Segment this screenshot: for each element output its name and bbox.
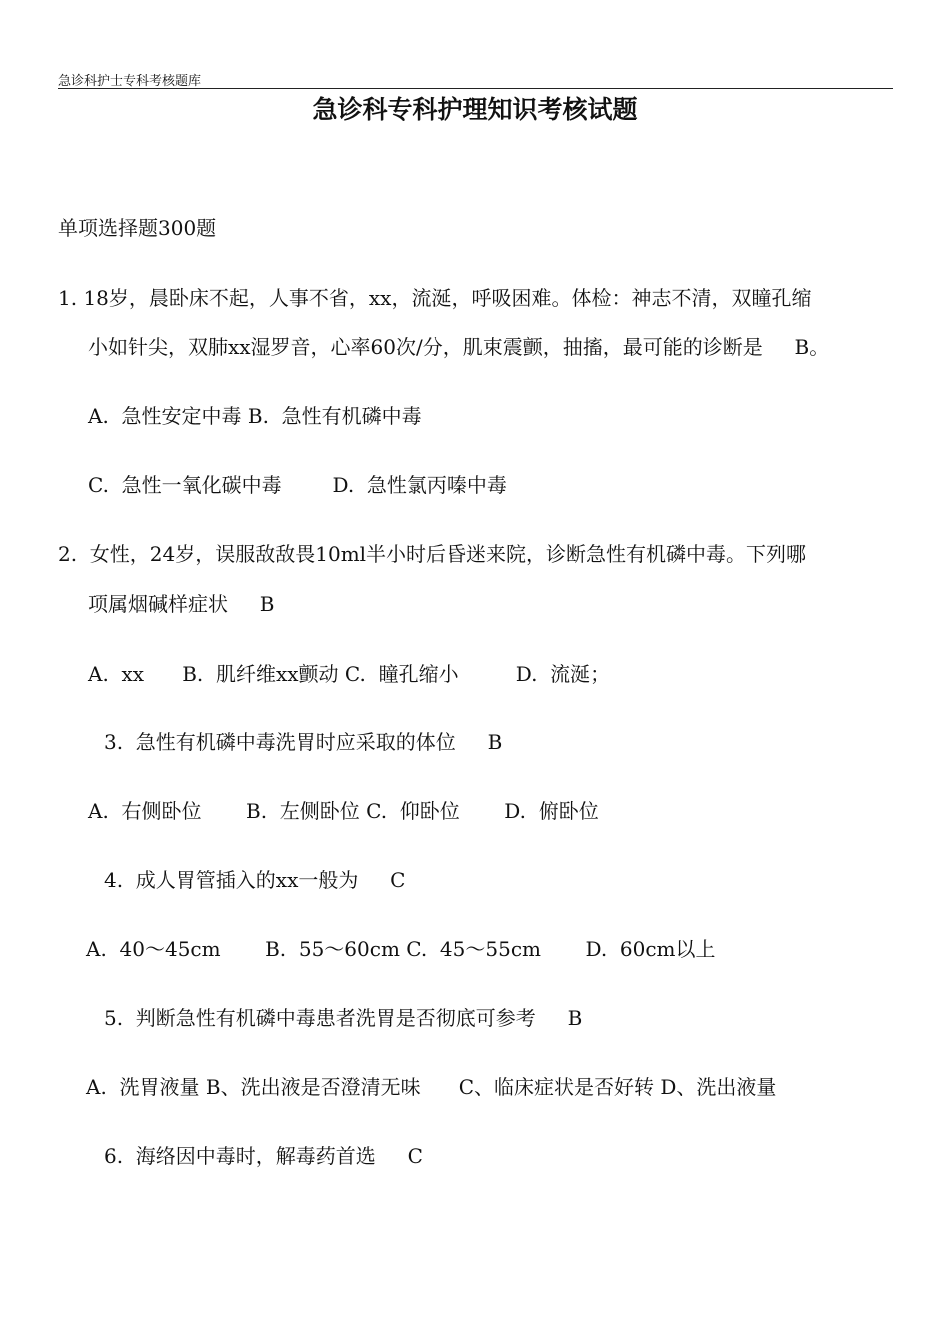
question-3-options: A. 右侧卧位 B. 左侧卧位 C. 仰卧位 D. 俯卧位 (88, 799, 599, 823)
question-1-options-ab: A. 急性安定中毒 B. 急性有机磷中毒 (88, 404, 422, 428)
question-2-options: A. xx B. 肌纤维xx颤动 C. 瞳孔缩小 D. 流涎； (88, 662, 611, 686)
question-2-line-2: 项属烟碱样症状 B (88, 592, 275, 616)
header-title: 急诊科护士专科考核题库 (58, 74, 202, 89)
question-6: 6. 海络因中毒时，解毒药首选 C (104, 1144, 423, 1168)
header-divider (58, 88, 893, 89)
question-4: 4. 成人胃管插入的xx一般为 C (104, 868, 406, 892)
question-1-line-2: 小如针尖，双肺xx湿罗音，心率60次/分，肌束震颤，抽搐，最可能的诊断是 B。 (88, 335, 830, 359)
question-5-options: A. 洗胃液量 B、洗出液是否澄清无味 C、临床症状是否好转 D、洗出液量 (86, 1075, 777, 1099)
question-5: 5. 判断急性有机磷中毒患者洗胃是否彻底可参考 B (104, 1006, 583, 1030)
section-heading: 单项选择题300题 (58, 216, 217, 240)
question-3: 3. 急性有机磷中毒洗胃时应采取的体位 B (104, 730, 503, 754)
question-1-options-cd: C. 急性一氧化碳中毒 D. 急性氯丙嗪中毒 (88, 473, 507, 497)
question-2-line-1: 2. 女性，24岁，误服敌敌畏10ml半小时后昏迷来院，诊断急性有机磷中毒。下列哪 (58, 542, 807, 566)
question-1-line-1: 1. 18岁，晨卧床不起，人事不省，xx，流涎，呼吸困难。体检：神志不清，双瞳孔缩 (58, 286, 812, 310)
page-title: 急诊科专科护理知识考核试题 (312, 95, 638, 124)
question-4-options: A. 40～45cm B. 55～60cm C. 45～55cm D. 60cm以上 (86, 937, 716, 961)
